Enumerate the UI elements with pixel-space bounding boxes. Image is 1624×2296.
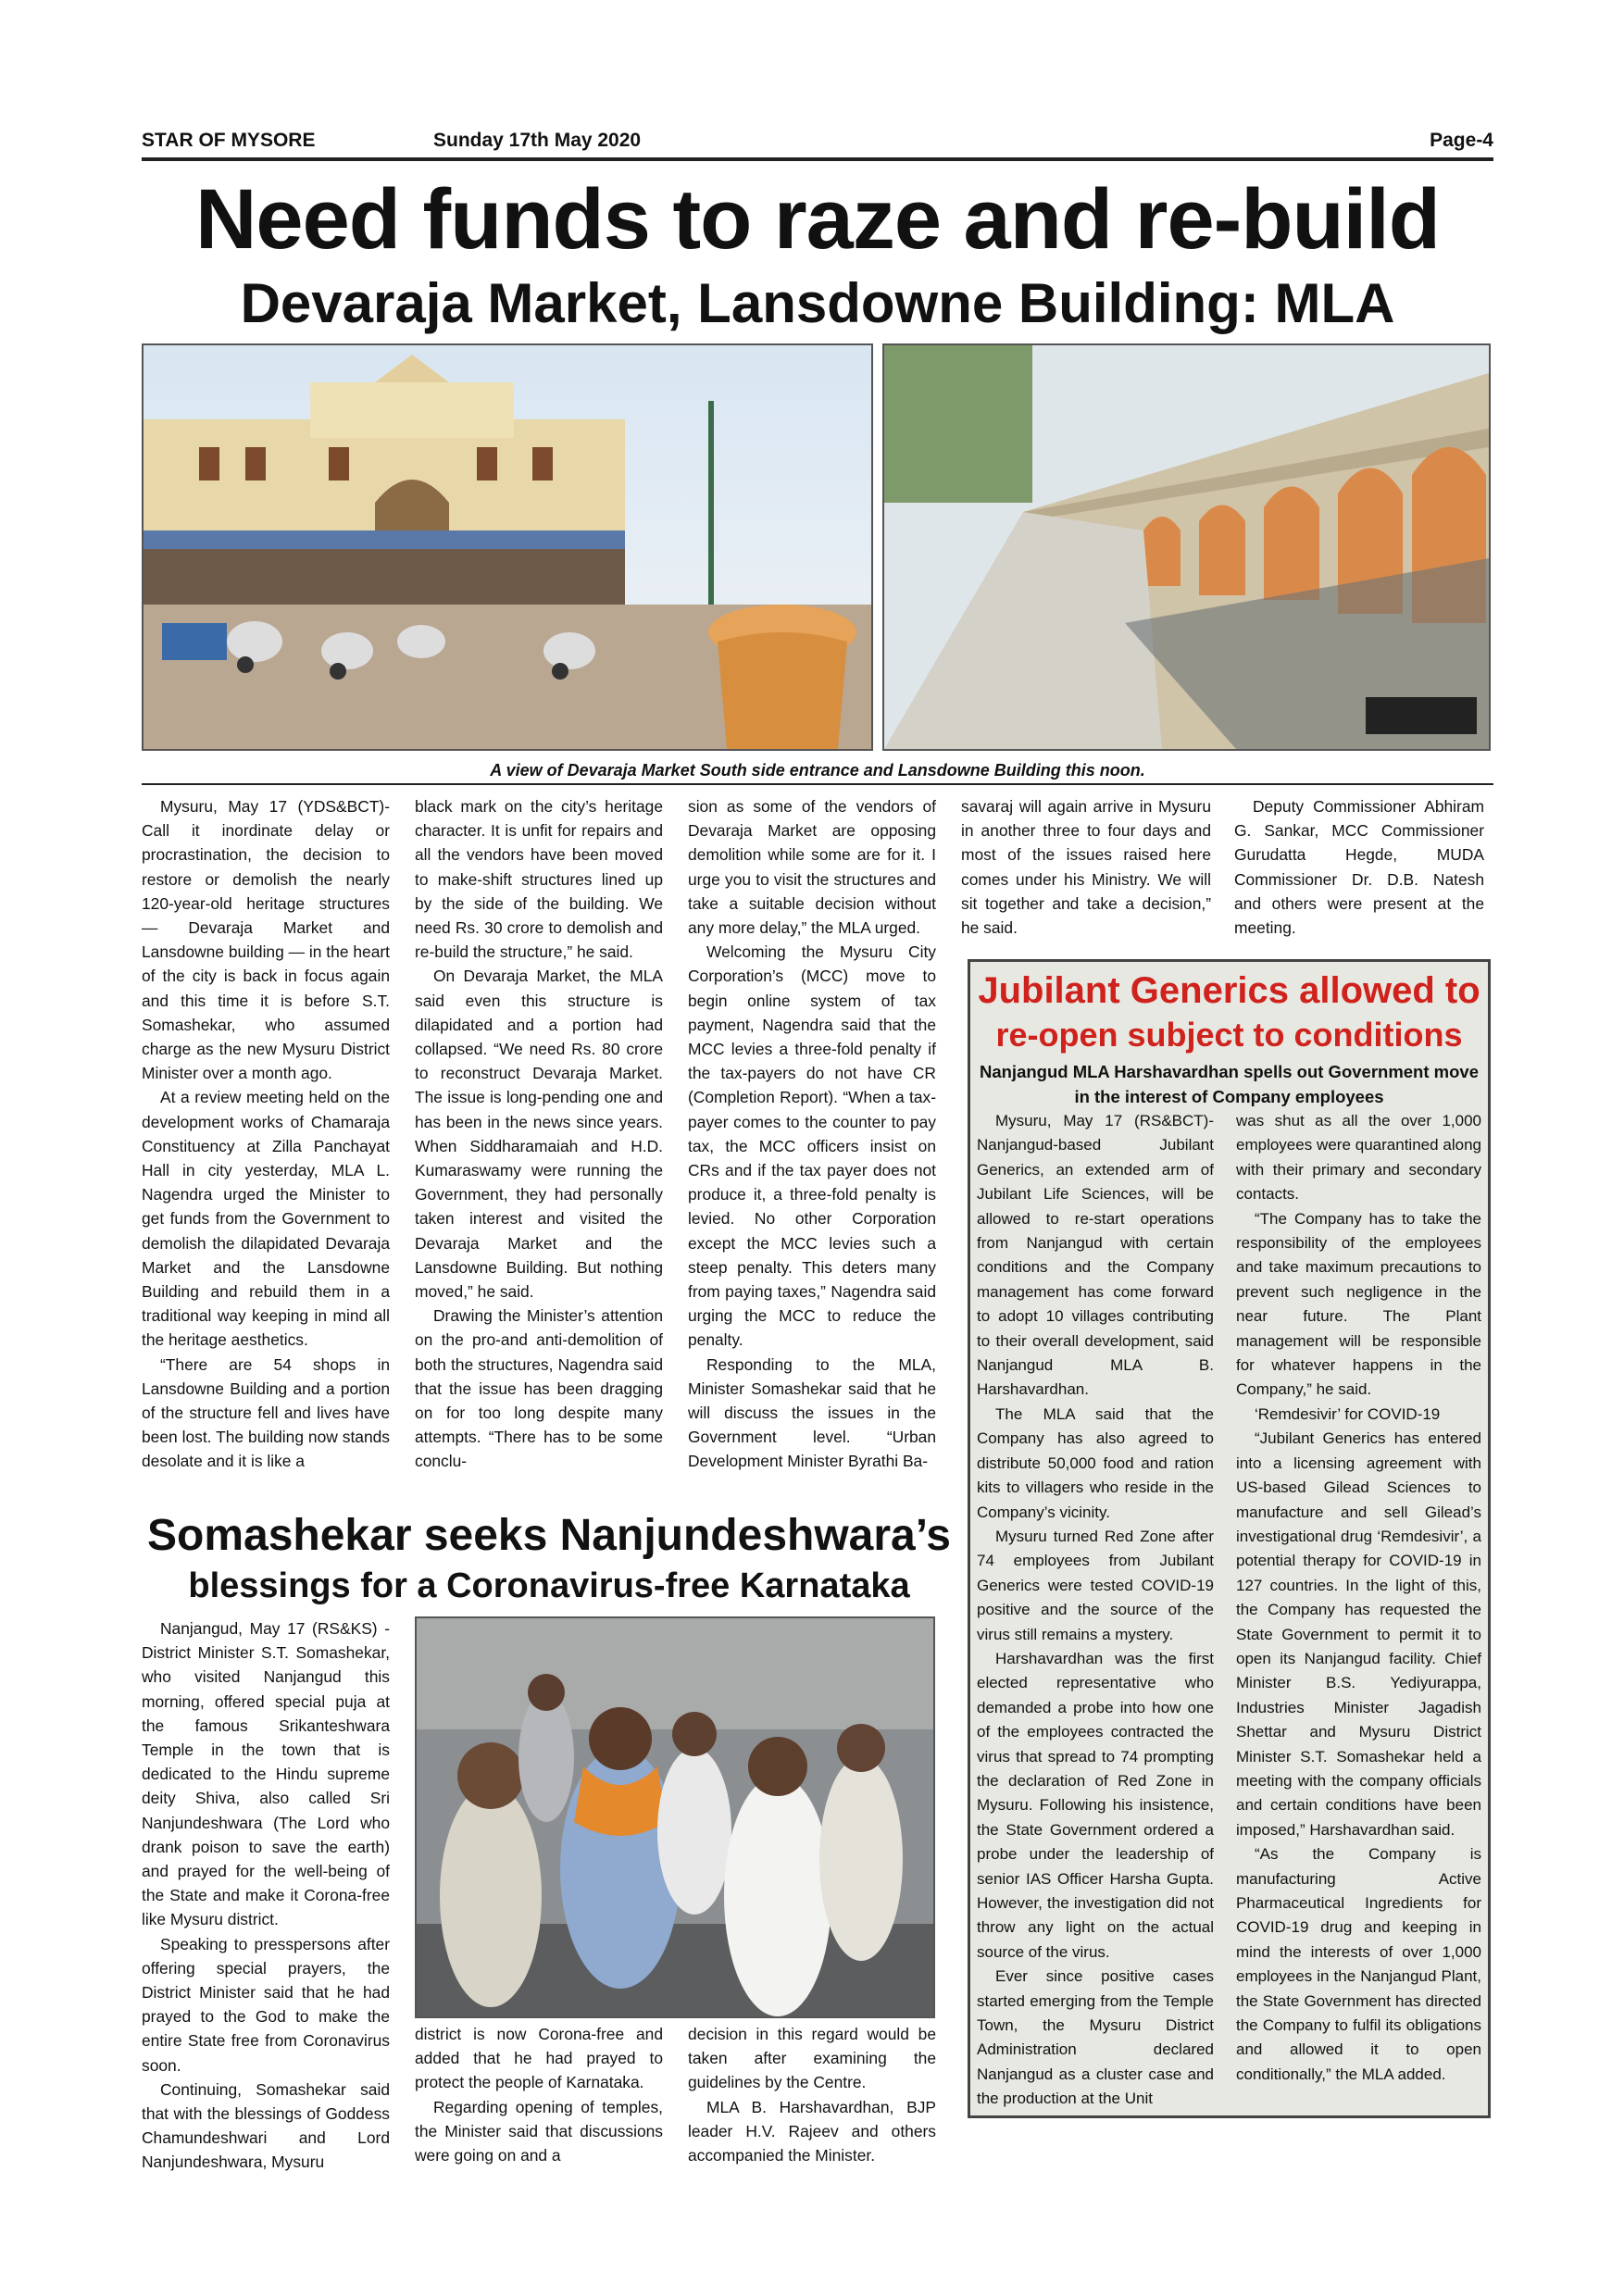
lead-col1-para: “There are 54 shops in Lansdowne Building and a portion of the structure fell and lives have been lost. The building now stands desolate and it is like a xyxy=(142,1354,390,1471)
somashekar-col3-para: decision in this regard would be taken after examining the guidelines by the Centre. xyxy=(688,2025,936,2092)
lead-col3-para: sion as some of the vendors of Devaraja Market are opposing demolition while some are for it. I urge you to visit the structures and take a suitable decision without any more delay,” the MLA urged. xyxy=(688,797,936,938)
somashekar-col1-para: Continuing, Somashekar said that with the blessings of Goddess Chamundeshwari and Lord Nanjundeshwara, Mysuru xyxy=(142,2079,390,2172)
lead-article-column-4 xyxy=(961,794,1211,940)
masthead-rule xyxy=(142,157,1493,161)
lead-col4-para: savaraj will again arrive in Mysuru in another three to four days and most of the issues raised here comes under his Ministry. We will sit together and take a decision,” he said. xyxy=(961,797,1211,938)
temple-visit-photo xyxy=(415,1616,935,2018)
jubilant-col2-para: was shut as all the over 1,000 employees were quarantined along with their primary and secondary contacts. xyxy=(1236,1112,1481,1204)
jubilant-col1-para: The MLA said that the Company has also agreed to distribute 50,000 food and ration kits to villagers who reside in the Company’s vicinity. xyxy=(977,1404,1214,1521)
somashekar-column-3 xyxy=(688,2022,936,2167)
masthead-date: Sunday 17th May 2020 xyxy=(433,130,642,151)
lead-subheadline: Devaraja Market, Lansdowne Building: MLA xyxy=(240,272,1395,334)
jubilant-col2-subhead: ‘Remdesivir’ for COVID-19 xyxy=(1255,1404,1441,1423)
jubilant-col1-para: Mysuru turned Red Zone after 74 employees from Jubilant Generics were tested COVID-19 positive and the source of the virus still remains a mystery. xyxy=(977,1527,1214,1643)
somashekar-column-1 xyxy=(142,1616,390,2175)
somashekar-col2-para: district is now Corona-free and added that he had prayed to protect the people of Karnataka. xyxy=(415,2025,663,2092)
devaraja-market-photo xyxy=(142,343,873,751)
caption-rule xyxy=(142,783,1493,785)
lead-article-column-1 xyxy=(142,794,390,1474)
jubilant-headline-line1: Jubilant Generics allowed to xyxy=(978,970,1480,1011)
jubilant-col1-para: Harshavardhan was the first elected representative who demanded a probe into how one of the employees contracted the virus that spread to 74 prompting the declaration of Red Zone in Mysuru. Following his insistence, the State Government ordered a probe under the leadership of senior IAS Officer Harsha Gupta. However, the investigation did not throw any light on the actual source of the virus. xyxy=(977,1649,1214,1961)
jubilant-col2-para: “As the Company is manufacturing Active Pharmaceutical Ingredients for COVID-19 drug and keeping in mind the interests of over 1,000 employees in the Nanjangud Plant, the State Government has directed the Company to fulfil its obligations and allowed it to open conditionally,” the MLA added. xyxy=(1236,1845,1481,2083)
lead-photo-caption: A view of Devaraja Market South side entrance and Lansdowne Building this noon. xyxy=(490,761,1145,780)
lead-col2-para: Drawing the Minister’s attention on the pro-and anti-demolition of both the structures, Nagendra said that the issue has been dragging on for too long despite many attempts. “There has to be some conclu- xyxy=(415,1306,663,1471)
somashekar-col1-para: Nanjangud, May 17 (RS&KS) - District Minister S.T. Somashekar, who visited Nanjangud this morning, offered special puja at the famous Srikanteshwara Temple in the town that is dedicated to the Hindu supreme deity Shiva, also called Sri Nanjundeshwara (The Lord who drank poison to save the earth) and prayed for the well-being of the State and make it Corona-free like Mysuru district. xyxy=(142,1619,390,1929)
somashekar-headline-line2: blessings for a Coronavirus-free Karnataka xyxy=(188,1566,910,1605)
jubilant-col1-para: Mysuru, May 17 (RS&BCT)-Nanjangud-based Jubilant Generics, an extended arm of Jubilant Life Sciences, will be allowed to re-start operations from Nanjangud with certain conditions and the Company management has come forward to adopt 10 villages contributing to their overall development, said Nanjangud MLA B. Harshavardhan. xyxy=(977,1112,1214,1399)
jubilant-col1-para: Ever since positive cases started emerging from the Temple Town, the Mysuru District Administration declared Nanjangud as a cluster case and the production at the Unit xyxy=(977,1967,1214,2108)
somashekar-column-2 xyxy=(415,2022,663,2167)
masthead-paper: STAR OF MYSORE xyxy=(142,130,316,151)
somashekar-col2-para: Regarding opening of temples, the Minister said that discussions were going on and a xyxy=(415,2097,663,2165)
somashekar-col1-para: Speaking to presspersons after offering special prayers, the District Minister said that he had prayed to the God to make the entire State free from Coronavirus soon. xyxy=(142,1934,390,2075)
lead-col1-para: At a review meeting held on the development works of Chamaraja Constituency at Zilla Panchayat Hall in city yesterday, MLA L. Nagendra urged the Minister to get funds from the Government to demolish the dilapidated Devaraja Market and the Lansdowne Building and rebuild them in a traditional way keeping in mind all the heritage aesthetics. xyxy=(142,1088,390,1350)
masthead-page: Page-4 xyxy=(1430,130,1493,151)
jubilant-col2-para: “Jubilant Generics has entered into a licensing agreement with US-based Gilead Sciences to manufacture and sell Gilead’s investigational drug ‘Remdesivir’, a potential therapy for COVID-19 in 127 countries. In the light of this, the Company has requested the State Government to permit it to open its Nanjangud facility. Chief Minister B.S. Yediyurappa, Industries Minister Jagadish Shettar and Mysuru District Minister S.T. Somashekar held a meeting with the company officials and certain conditions have been imposed,” Harshavardhan said. xyxy=(1236,1429,1481,1839)
jubilant-subhead: Nanjangud MLA Harshavardhan spells out Government move in the interest of Company employees xyxy=(979,1062,1479,1106)
lansdowne-building-photo xyxy=(882,343,1491,751)
lead-col3-para: Responding to the MLA, Minister Somashekar said that he will discuss the issues in the Government level. “Urban Development Minister Byrathi Ba- xyxy=(688,1354,936,1471)
lead-col2-para: On Devaraja Market, the MLA said even this structure is dilapidated and a portion had collapsed. “We need Rs. 80 crore to reconstruct Devaraja Market. The issue is long-pending one and has been in the news since years. When Siddharamaiah and H.D. Kumaraswamy were running the Government, they had personally taken interest and visited the Devaraja Market and the Lansdowne Building. But nothing moved,” he said. xyxy=(415,967,663,1302)
lead-col3-para: Welcoming the Mysuru City Corporation’s (MCC) move to begin online system of tax payment, Nagendra said that the MCC levies a three-fold penalty if the tax-payers do not have CR (Completion Report). “When a tax-payer comes to the counter to pay tax, the MCC officers insist on CRs and if the tax payer does not produce it, a three-fold penalty is levied. No other Corporation except the MCC levies such a steep penalty. This deters many from paying taxes,” Nagendra said urging the MCC to reduce the penalty. xyxy=(688,942,936,1350)
lead-article-column-5 xyxy=(1234,794,1484,940)
lead-headline: Need funds to raze and re-build xyxy=(194,172,1440,267)
lead-article-column-3 xyxy=(688,794,936,1474)
jubilant-column-2 xyxy=(1236,1109,1481,2087)
somashekar-col3-para: MLA B. Harshavardhan, BJP leader H.V. Rajeev and others accompanied the Minister. xyxy=(688,2097,936,2165)
lead-article-column-2 xyxy=(415,794,663,1474)
lead-col5-para: Deputy Commissioner Abhiram G. Sankar, MCC Commissioner Gurudatta Hegde, MUDA Commissioner Dr. D.B. Natesh and others were present at the meeting. xyxy=(1234,797,1484,938)
jubilant-col2-para: “The Company has to take the responsibility of the employees and take maximum precautions to prevent such negligence in the near future. The Plant management will be responsible for whatever happens in the Company,” he said. xyxy=(1236,1209,1481,1399)
lead-col1-para: Mysuru, May 17 (YDS&BCT)-Call it inordinate delay or procrastination, the decision to restore or demolish the nearly 120-year-old heritage structures — Devaraja Market and Lansdowne building — in the heart of the city is back in focus again and this time it is before S.T. Somashekar, who assumed charge as the new Mysuru District Minister over a month ago. xyxy=(142,797,390,1083)
lead-col2-para: black mark on the city’s heritage character. It is unfit for repairs and all the vendors have been moved to make-shift structures lined up by the side of the building. We need Rs. 30 crore to demolish and re-build the structure,” he said. xyxy=(415,797,663,962)
somashekar-headline-line1: Somashekar seeks Nanjundeshwara’s xyxy=(147,1511,951,1560)
jubilant-column-1 xyxy=(977,1109,1214,2112)
jubilant-headline-line2: re-open subject to conditions xyxy=(995,1016,1463,1054)
